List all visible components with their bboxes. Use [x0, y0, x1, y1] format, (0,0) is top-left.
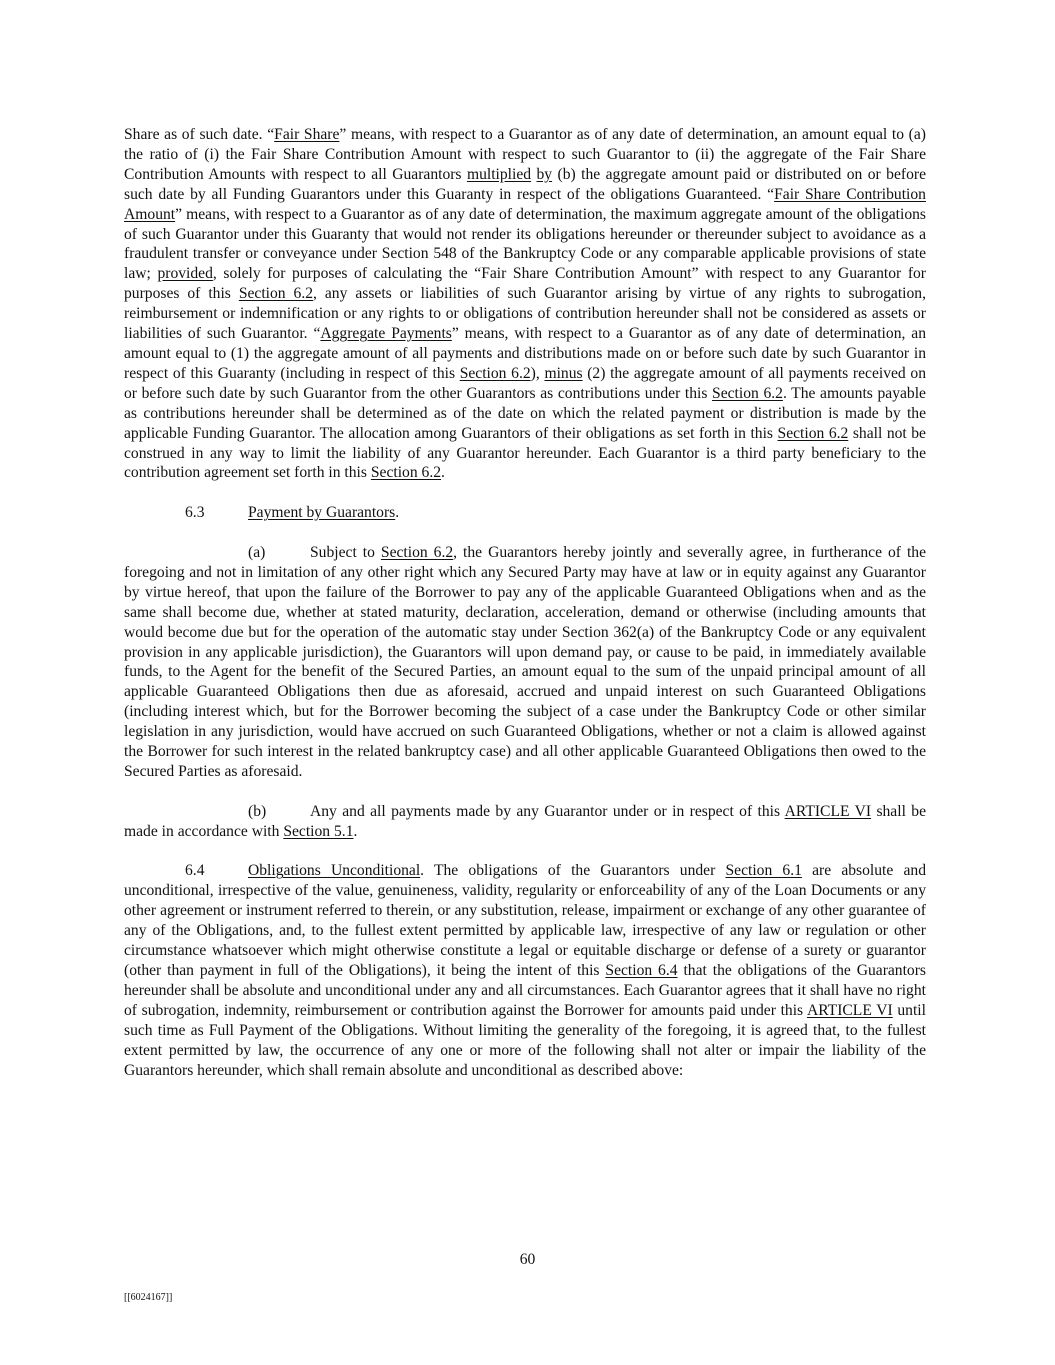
- text-run: (2) the aggregate amount of all payments received on or before such date by such Guarantor from the other Guarantors as contributions under this: [124, 364, 927, 402]
- text-run: Share as of such date. “: [124, 126, 275, 143]
- article-reference: ARTICLE VI: [806, 1001, 893, 1019]
- section-reference: Section 6.2: [380, 544, 454, 561]
- text-run: , the Guarantors hereby jointly and severally agree, in furtherance of the foregoing and not in limitation of any other right which any Secured Party may have at law or in equity against any Guarantor by virtue hereof, that upon the failure of the Borrower to pay any of the applicable Guaranteed Obligations when and as the same shall become due, whether at stated maturity, declaration, acceleration, demand or otherwise (including amounts that would become due but for the operation of the automatic stay under Section 362(a) of the Bankruptcy Code or any equivalent provision in any applicable jurisdiction), the Guarantors will upon demand pay, or cause to be paid, in immediately available funds, to the Agent for the benefit of the Secured Parties, an amount equal to the sum of the unpaid principal amount of all applicable Guaranteed Obligations then due as aforesaid, accrued and unpaid interest on such Guaranteed Obligations (including interest which, but for the Borrower becoming the subject of a case under the Bankruptcy Code or other similar legislation in any jurisdiction, would have accrued on such Guaranteed Obligations, whether or not a claim is allowed against the Borrower for such interest in the related bankruptcy case) and all other applicable Guaranteed Obligations then owed to the Secured Parties as aforesaid.: [124, 544, 927, 780]
- page-number: 60: [519, 1251, 536, 1268]
- section-title: Obligations Unconditional: [248, 862, 421, 880]
- defined-term-aggregate-payments: Aggregate Payments: [320, 325, 452, 343]
- text-run: that the obligations of the Guarantors hereunder shall be absolute and unconditional under any and all circumstances. Each Guarantor agrees that it shall have no right of subrogation, indemnity, reimbursement or contribution against the Borrower for amounts paid under this: [124, 962, 926, 1019]
- section-reference: Section 6.2: [370, 464, 442, 482]
- section-reference: Section 6.2: [459, 364, 531, 382]
- text-run: Any and all payments made by any Guarantor under or in respect of this: [310, 802, 785, 820]
- document-id: [[6024167]]: [124, 1292, 173, 1303]
- section-6-3-a-paragraph: [124, 543, 926, 782]
- text-run: ” means, with respect to a Guarantor as of any date of determination, an amount equal to (a) the ratio of (i) the Fair Share Contribution Amount with respect to such Guarantor to (ii) the aggregate of the Fair Share Contribution Amounts with respect to all Guarantors: [124, 126, 926, 183]
- section-6-3-heading: [124, 503, 926, 523]
- text-run: ” means, with respect to a Guarantor as of any date of determination, an amount equal to (1) the aggregate amount of all payments and distributions made on or before such date by such Guarantor in respect of this Guaranty (including in respect of this: [124, 325, 927, 382]
- section-6-4-paragraph: [124, 861, 926, 1080]
- text-run: , solely for purposes of calculating the “Fair Share Contribution Amount” with respect to any Guarantor for purposes of this: [124, 265, 926, 303]
- text-run: shall be made in accordance with: [124, 802, 926, 840]
- text-run: , any assets or liabilities of such Guarantor arising by virtue of any rights to subrogation, reimbursement or indemnification or any rights to or obligations of contribution hereunder shall not be considered as assets or liabilities of such Guarantor. “: [124, 285, 926, 343]
- text-run: shall not be construed in any way to limit the liability of any Guarantor hereunder. Each Guarantor is a third party beneficiary to the contribution agreement set forth in this: [124, 424, 926, 482]
- text-run: Subject to: [310, 544, 381, 561]
- text-run: ” means, with respect to a Guarantor as of any date of determination, the maximum aggregate amount of the obligations of such Guarantor under this Guaranty that would not render its obligations hereunder or thereunder subject to avoidance as a fraudulent transfer or conveyance under Section 548 of the Bankruptcy Code or any comparable applicable provisions of state law;: [124, 205, 926, 283]
- section-reference: Section 6.2: [777, 424, 849, 442]
- text-run: are absolute and unconditional, irrespective of the value, genuineness, validity, regularity or enforceability of any of the Loan Documents or any other agreement or instrument referred to therein, or any substitution, release, impairment or exchange of any other guarantee of any of the Obligations, and, to the fullest extent permitted by applicable law, irrespective of any law or regulation or other circumstance whatsoever which might otherwise constitute a legal or equitable discharge or defense of a surety or guarantor (other than payment in full of the Obligations), it being the intent of this: [124, 862, 926, 979]
- defined-term-fair-share: Fair Share: [274, 126, 340, 143]
- underlined-word-minus: minus: [544, 364, 583, 382]
- section-reference: Section 6.1: [725, 862, 802, 880]
- text-run: . The obligations of the Guarantors under: [420, 862, 726, 880]
- text-run: (b) the aggregate amount paid or distributed on or before such date by all Funding Guarantors under this Guaranty in respect of the obligations Guaranteed. “: [124, 165, 926, 203]
- clause-label: (a): [248, 544, 266, 561]
- underlined-word-provided: provided: [157, 265, 213, 283]
- section-6-3-b-paragraph: [124, 802, 926, 842]
- clause-label: (b): [248, 802, 267, 820]
- section-reference: Section 6.4: [605, 962, 678, 979]
- text-run: . The amounts payable as contributions hereunder shall be determined as of the date on which the related payment or distribution is made by the applicable Funding Guarantor. The allocation among Guarantors of their obligations as set forth in this: [124, 384, 926, 442]
- section-title: Payment by Guarantors: [248, 504, 396, 522]
- document-body: [124, 125, 926, 1100]
- text-run: .: [395, 504, 400, 522]
- defined-term-fair-share-contribution-amount: Fair Share Contribution Amount: [124, 185, 926, 223]
- underlined-word-multiplied: multiplied: [466, 165, 532, 183]
- text-run: ),: [530, 364, 545, 382]
- text-run: .: [353, 822, 358, 840]
- section-reference: Section 6.2: [238, 285, 314, 303]
- article-reference: ARTICLE VI: [784, 802, 872, 820]
- underlined-word-by: by: [536, 165, 553, 183]
- text-run: .: [441, 464, 445, 482]
- section-number: 6.4: [185, 862, 205, 880]
- section-reference: Section 6.2: [712, 384, 783, 402]
- text-run: until such time as Full Payment of the Obligations. Without limiting the generality of the foregoing, it is agreed that, to the fullest extent permitted by law, the occurrence of any one or more of the following shall not alter or impair the liability of the Guarantors hereunder, which shall remain absolute and unconditional as described above:: [124, 1001, 926, 1079]
- section-number: 6.3: [185, 504, 205, 522]
- section-reference: Section 5.1: [283, 822, 354, 840]
- fair-share-definitions-paragraph: [124, 125, 926, 483]
